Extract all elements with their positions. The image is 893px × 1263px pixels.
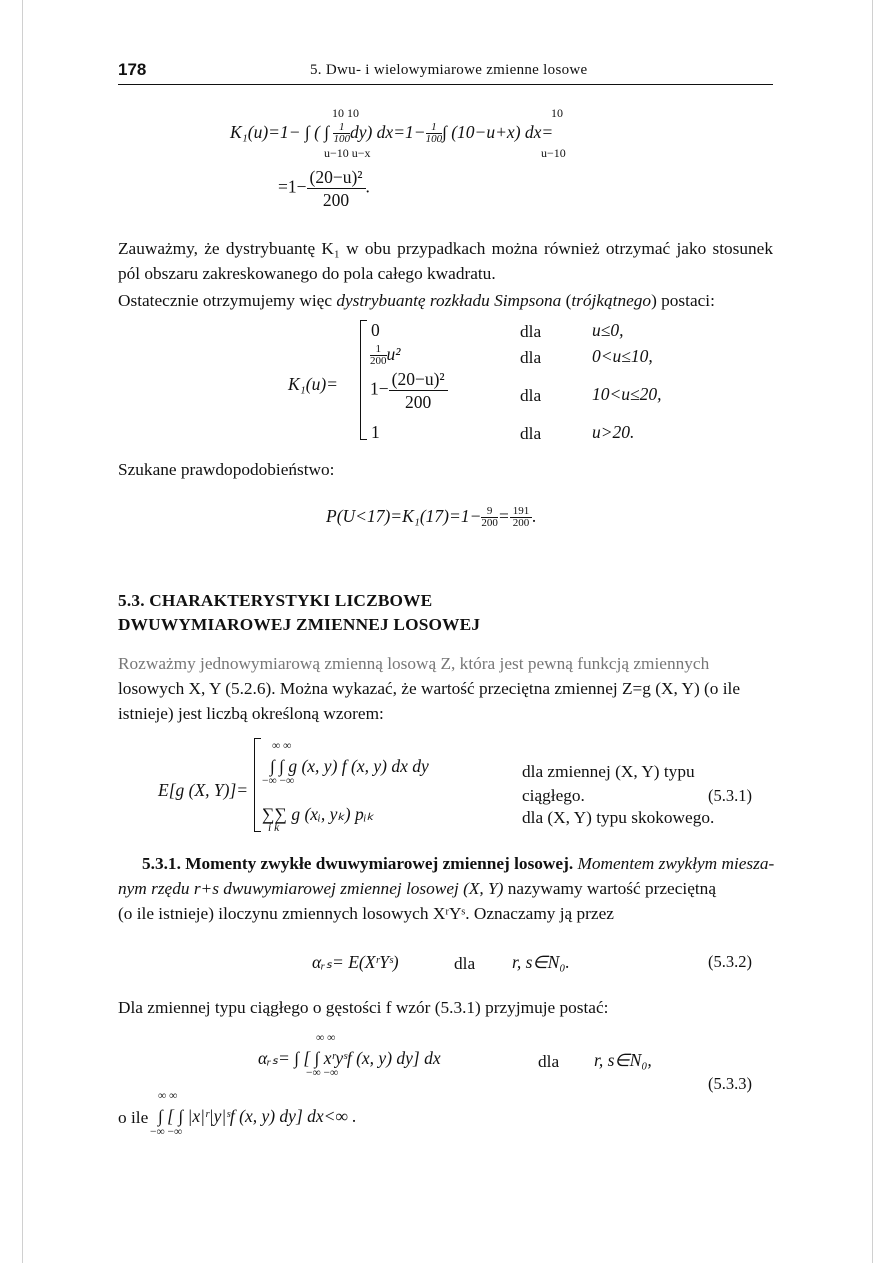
expect-row2-sub: i k [268, 822, 280, 834]
piecewise-row3-dla: dla [520, 386, 542, 405]
expect-row1-expr: ∫ ∫ g (x, y) f (x, y) dx dy [270, 756, 429, 776]
running-head [118, 60, 773, 85]
paragraph-dystrybuanta-note: Zauważmy, że dystrybuantę K₁ w obu przypadkach można również otrzymać jako stosunek pól obszaru zakreskowanego do pola całego kwadratu. [118, 239, 773, 283]
section-heading-line2: DWUWYMIAROWEJ ZMIENNEJ LOSOWEJ [118, 615, 481, 634]
eq-top-part-c: ∫ (10−u+x) dx= [442, 122, 554, 142]
section-heading-line1: 5.3. CHARAKTERYSTYKI LICZBOWE [118, 591, 433, 610]
para3-line3: istnieje) jest liczbą określoną wzorem: [118, 704, 384, 723]
eq-top-line2-frac: $\frac{\text{(20−u)²}}{200}$ [307, 166, 366, 211]
eq-5-3-3-dla: dla [538, 1052, 560, 1071]
para2-e: ) postaci: [651, 291, 715, 310]
expect-lim-bot: −∞ −∞ [262, 775, 295, 787]
expect-row1-text: dla zmiennej (X, Y) typu [522, 762, 695, 781]
left-scan-edge [22, 0, 23, 1263]
eq-top-limits-upper-2: 10 [551, 106, 563, 120]
expect-lim-top: ∞ ∞ [272, 740, 292, 752]
paragraph-simpson-intro [118, 288, 773, 313]
eq-top-part-a: K₁(u)=1− ∫ ( ∫ [230, 122, 334, 142]
eq-5-3-3-expr: αᵣₛ= ∫ [ ∫ xʳyˢf (x, y) dy] dx [258, 1048, 441, 1068]
piecewise-brace [360, 320, 367, 440]
piecewise-row1-cond: u≤0, [592, 320, 624, 340]
equation-number-5-3-1: (5.3.1) [708, 786, 752, 805]
para2-c: ( [561, 291, 572, 310]
chapter-title: 5. Dwu- i wielowymiarowe zmienne losowe [310, 62, 588, 78]
eq-5-3-3-cond: r, s∈N₀, [594, 1050, 652, 1070]
eq-top-line2-suffix: . [365, 176, 370, 197]
piecewise-row4-expr: 1 [371, 422, 380, 442]
para2-a: Ostatecznie otrzymujemy więc [118, 291, 337, 310]
right-scan-edge [872, 0, 873, 1263]
eq-top-limits-lower-2: u−10 [541, 146, 566, 160]
piecewise-row1-dla: dla [520, 322, 542, 341]
subsection-line2 [118, 877, 716, 901]
prob-eq: = [497, 506, 510, 526]
probability-equation [326, 506, 537, 529]
piecewise-row2-dla: dla [520, 348, 542, 367]
subsection-title: 5.3.1. Momenty zwykłe dwuwymiarowej zmiennej losowej. [142, 854, 574, 873]
para3-line2: losowych X, Y (5.2.6). Można wykazać, że wartość przeciętna zmiennej Z=g (X, Y) (o ile [118, 679, 741, 698]
equation-number-5-3-2: (5.3.2) [708, 952, 752, 971]
piecewise-row2-expr: $\frac{1}{200}$ u² [370, 343, 401, 368]
piecewise-row2-frac: $\frac{1}{200}$ [370, 343, 387, 368]
piecewise-row1-expr: 0 [371, 320, 380, 340]
prob-lhs: P(U<17)=K₁(17)=1− [326, 506, 482, 526]
expect-row2-text: dla (X, Y) typu skokowego. [522, 808, 715, 827]
eq-top-line1 [230, 122, 553, 145]
eq-5-3-2-cond: r, s∈N₀. [512, 952, 570, 972]
eq-5-3-3-line2-expr: ∫ [ ∫ |x|ʳ|y|ˢf (x, y) dy] dx<∞ . [158, 1106, 357, 1126]
subsection-italic-1: Momentem zwykłym miesza- [577, 854, 775, 873]
eq-top-frac1: $\frac{1}{100}$ [333, 121, 350, 146]
eq-5-3-3-lim-top: ∞ ∞ [316, 1032, 336, 1044]
piecewise-row2-cond: 0<u≤10, [592, 346, 653, 366]
szukane-label: Szukane prawdopodobieństwo: [118, 460, 335, 479]
eq-top-limits-lower-1: u−10 u−x [324, 146, 371, 160]
piecewise-row3-cond: 10<u≤20, [592, 384, 662, 404]
piecewise-lhs: K₁(u)= [288, 374, 338, 394]
piecewise-row4-cond: u>20. [592, 422, 635, 442]
eq-5-3-3-line2-lim-bot: −∞ −∞ [150, 1126, 183, 1138]
eq-top-line2 [278, 166, 370, 211]
prob-frac1: $\frac{9}{200}$ [481, 505, 498, 530]
piecewise-row4-dla: dla [520, 424, 542, 443]
eq-5-3-3-line2-lim-top: ∞ ∞ [158, 1090, 178, 1102]
prob-end: . [532, 506, 537, 526]
prob-frac2: $\frac{191}{200}$ [510, 506, 533, 529]
subsection-rest: nazywamy wartość przeciętną [503, 879, 716, 898]
piecewise-row3-expr: 1− $\frac{\text{(20−u)²}}{200}$ [370, 368, 448, 413]
page-number: 178 [118, 60, 147, 79]
para3-line1: Rozważmy jednowymiarową zmienną losową Z, która jest pewną funkcją zmiennych [118, 654, 710, 673]
eq-top-limits-upper-1: 10 10 [332, 106, 359, 120]
para4: Dla zmiennej typu ciągłego o gęstości f wzór (5.3.1) przyjmuje postać: [118, 998, 609, 1017]
eq-5-3-3-lim-bot: −∞ −∞ [306, 1067, 339, 1079]
eq-5-3-2-expr: αᵣₛ= E(XʳYˢ) [312, 952, 399, 972]
eq-top-line2-prefix: =1− [278, 176, 307, 197]
expect-row1b-text: ciągłego. [522, 786, 585, 805]
piecewise-row3-frac: $\frac{\text{(20−u)²}}{200}$ [389, 368, 448, 413]
subsection-line1 [142, 852, 774, 876]
expect-row2-expr: ∑∑ g (xᵢ, yₖ) pᵢₖ [262, 804, 374, 824]
eq-top-part-b: dy) dx=1− [349, 122, 426, 142]
eq-5-3-3-line2-prefix: o ile [118, 1108, 149, 1127]
expectation-brace [254, 738, 261, 832]
expectation-lhs: E[g (X, Y)]= [158, 780, 249, 800]
subsection-italic-2: nym rzędu r+s dwuwymiarowej zmiennej losowej (X, Y) [118, 879, 504, 898]
eq-top-frac2: $\frac{1}{100}$ [425, 121, 443, 146]
subsection-line3: (o ile istnieje) iloczynu zmiennych losowych XʳYˢ. Oznaczamy ją przez [118, 904, 614, 923]
eq-5-3-2-dla: dla [454, 954, 476, 973]
equation-number-5-3-3: (5.3.3) [708, 1074, 752, 1093]
para2-d: trójkątnego [571, 291, 652, 310]
para2-b: dystrybuantę rozkładu Simpsona [336, 291, 562, 310]
